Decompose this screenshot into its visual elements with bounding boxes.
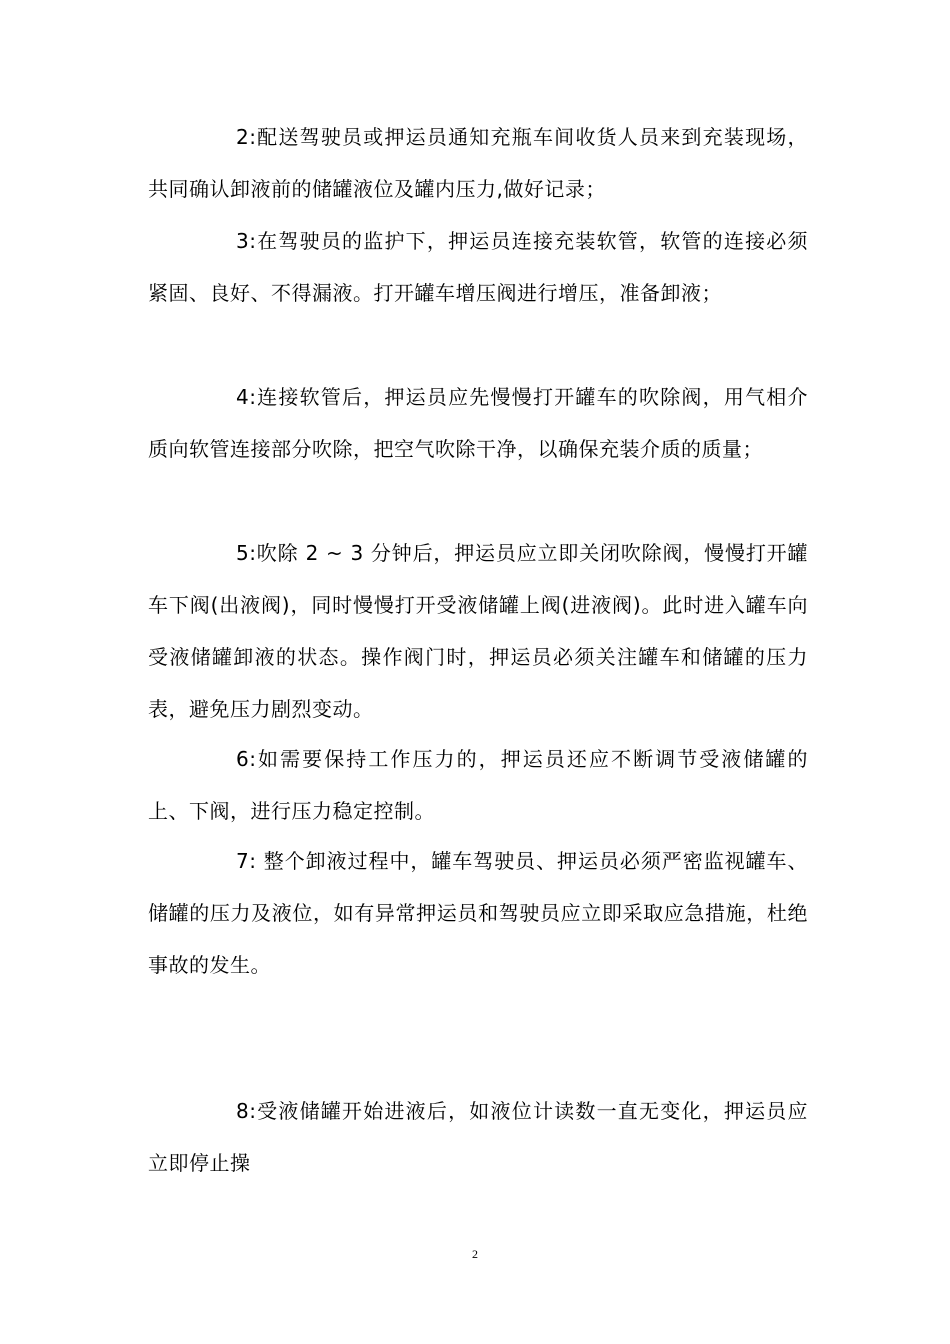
paragraph-step-4: 4:连接软管后，押运员应先慢慢打开罐车的吹除阀，用气相介质向软管连接部分吹除，把空气吹除干净，以确保充装介质的质量； xyxy=(148,385,808,461)
paragraph-step-3: 3:在驾驶员的监护下，押运员连接充装软管，软管的连接必须紧固、良好、不得漏液。打开罐车增压阀进行增压，准备卸液； xyxy=(148,229,808,305)
page-number: 2 xyxy=(472,1247,478,1261)
paragraph-step-8: 8:受液储罐开始进液后，如液位计读数一直无变化，押运员应立即停止操 xyxy=(148,1099,808,1175)
paragraph-step-7: 7: 整个卸液过程中，罐车驾驶员、押运员必须严密监视罐车、储罐的压力及液位，如有异常押运员和驾驶员应立即采取应急措施，杜绝事故的发生。 xyxy=(148,849,808,977)
paragraph-step-5: 5:吹除 2 ~ 3 分钟后，押运员应立即关闭吹除阀，慢慢打开罐车下阀(出液阀)，同时慢慢打开受液储罐上阀(进液阀)。此时进入罐车向受液储罐卸液的状态。操作阀门时，押运员必须关注罐车和储罐的压力表，避免压力剧烈变动。 xyxy=(148,541,808,721)
paragraph-step-6: 6:如需要保持工作压力的，押运员还应不断调节受液储罐的上、下阀，进行压力稳定控制。 xyxy=(148,747,808,823)
paragraph-step-2: 2:配送驾驶员或押运员通知充瓶车间收货人员来到充装现场，共同确认卸液前的储罐液位及罐内压力,做好记录； xyxy=(148,125,808,201)
